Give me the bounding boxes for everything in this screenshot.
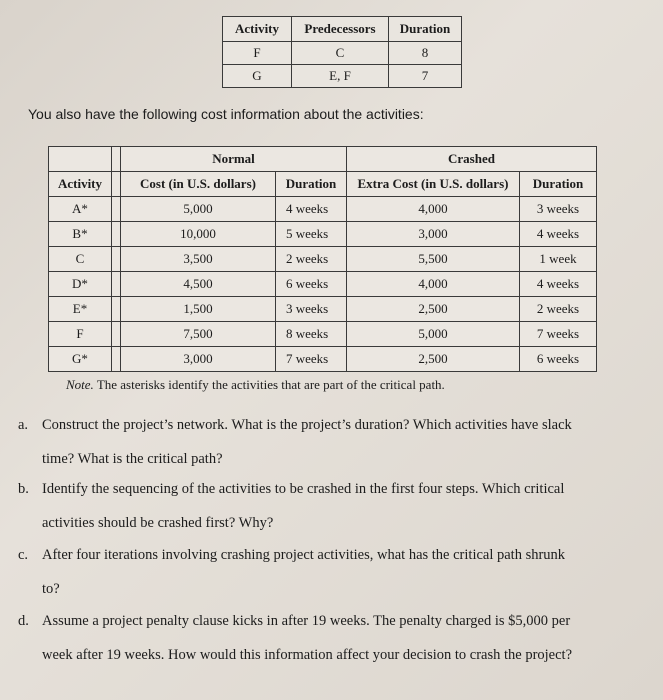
cell-duration: 2 weeks [276,247,347,272]
cell-crash-duration: 1 week [520,247,597,272]
cost-table [48,146,597,372]
cell-crash-duration: 4 weeks [520,222,597,247]
table-note [66,377,445,393]
cell-extra-cost: 3,000 [347,222,520,247]
cell-cost: 1,500 [121,297,276,322]
cell: 7 [389,65,462,88]
question-letter: d. [18,613,29,629]
group-crashed: Crashed [347,147,597,172]
question-line: week after 19 weeks. How would this information affect your decision to crash the project? [42,647,573,663]
cell-cost: 3,500 [121,247,276,272]
cell: E, F [292,65,389,88]
cell-activity: E* [49,297,112,322]
question-line: activities should be crashed first? Why? [42,515,274,531]
cell-activity: C [49,247,112,272]
question-letter: b. [18,481,29,497]
note-label: Note. [66,377,94,392]
table-row [49,322,597,347]
table-row [49,222,597,247]
cell-crash-duration: 7 weeks [520,322,597,347]
cost-table-group-header [49,147,597,172]
note-text: The asterisks identify the activities that are part of the critical path. [93,377,445,392]
cell-duration: 5 weeks [276,222,347,247]
cell-cost: 7,500 [121,322,276,347]
cell: G [223,65,292,88]
gap-cell [112,197,121,222]
gap-cell [112,272,121,297]
cost-table-header [49,172,597,197]
cell-extra-cost: 5,500 [347,247,520,272]
question-line: Assume a project penalty clause kicks in after 19 weeks. The penalty charged is $5,000 per [42,613,571,629]
gap-cell [112,247,121,272]
cell-crash-duration: 4 weeks [520,272,597,297]
cell-duration: 8 weeks [276,322,347,347]
cell-extra-cost: 2,500 [347,347,520,372]
header-activity: Activity [49,172,112,197]
header-extra-cost: Extra Cost (in U.S. dollars) [347,172,520,197]
group-empty [49,147,112,172]
gap-cell [112,222,121,247]
header-duration: Duration [389,17,462,42]
table-row [223,42,462,65]
table-row [223,65,462,88]
cell-cost: 3,000 [121,347,276,372]
cell: C [292,42,389,65]
cell-extra-cost: 2,500 [347,297,520,322]
cell-duration: 4 weeks [276,197,347,222]
question-d [18,604,638,672]
cell-extra-cost: 4,000 [347,272,520,297]
question-line: to? [42,581,60,597]
question-b [18,472,638,540]
question-line: Construct the project’s network. What is the project’s duration? Which activities have slack [42,417,572,433]
cell-duration: 6 weeks [276,272,347,297]
cell-crash-duration: 6 weeks [520,347,597,372]
cell-cost: 4,500 [121,272,276,297]
group-gap [112,147,121,172]
gap-cell [112,347,121,372]
header-cost: Cost (in U.S. dollars) [121,172,276,197]
cell: 8 [389,42,462,65]
predecessor-table [222,16,462,88]
header-duration: Duration [276,172,347,197]
cell-activity: G* [49,347,112,372]
question-line: time? What is the critical path? [42,451,223,467]
header-activity: Activity [223,17,292,42]
cell-extra-cost: 5,000 [347,322,520,347]
table-row [49,347,597,372]
cell-duration: 3 weeks [276,297,347,322]
question-a [18,408,638,476]
cell-activity: D* [49,272,112,297]
question-c [18,538,638,606]
cell-crash-duration: 3 weeks [520,197,597,222]
table-row [49,272,597,297]
table-row [49,197,597,222]
predecessor-table-header [223,17,462,42]
cell-extra-cost: 4,000 [347,197,520,222]
question-letter: a. [18,417,29,433]
gap-cell [112,322,121,347]
gap-cell [112,297,121,322]
cell-activity: A* [49,197,112,222]
cell-activity: B* [49,222,112,247]
header-crash-duration: Duration [520,172,597,197]
intro-text: You also have the following cost information about the activities: [28,106,424,122]
question-line: After four iterations involving crashing project activities, what has the critical path shrunk [42,547,566,563]
cell-crash-duration: 2 weeks [520,297,597,322]
cell-activity: F [49,322,112,347]
question-letter: c. [18,547,29,563]
question-line: Identify the sequencing of the activities to be crashed in the first four steps. Which critical [42,481,565,497]
gap-cell [112,172,121,197]
cell-duration: 7 weeks [276,347,347,372]
group-normal: Normal [121,147,347,172]
header-predecessors: Predecessors [292,17,389,42]
table-row [49,247,597,272]
cell-cost: 10,000 [121,222,276,247]
cell-cost: 5,000 [121,197,276,222]
table-row [49,297,597,322]
cell: F [223,42,292,65]
